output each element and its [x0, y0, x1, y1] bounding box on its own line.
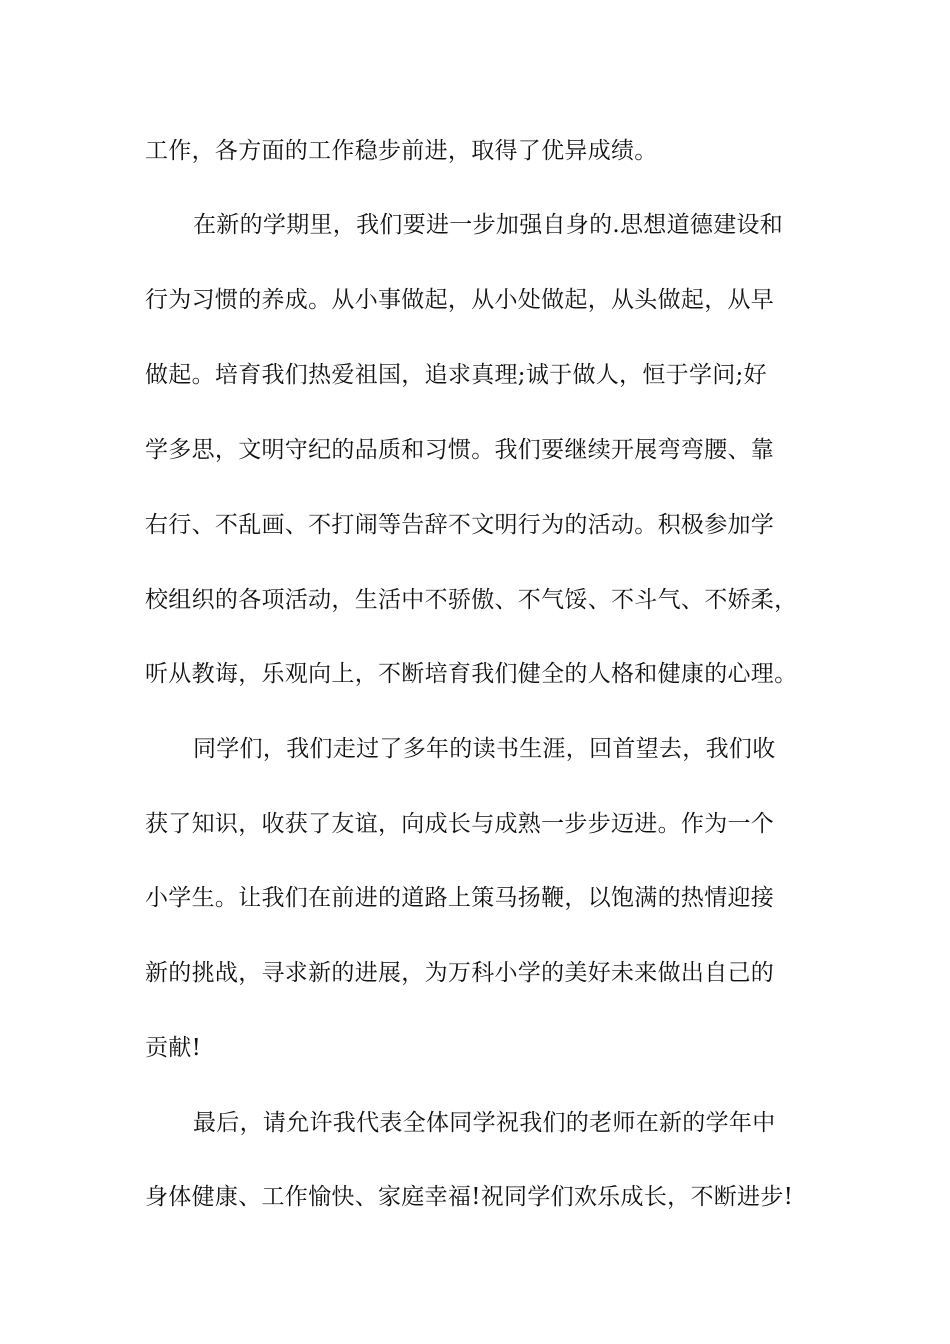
paragraph-start-line: 同学们，我们走过了多年的读书生涯，回首望去，我们收 [193, 736, 776, 762]
text-line: 听从教诲，乐观向上，不断培育我们健全的人格和健康的心理。 [145, 661, 798, 687]
paragraph-start-line: 在新的学期里，我们要进一步加强自身的.思想道德建设和 [193, 212, 784, 238]
text-line: 右行、不乱画、不打闹等告辞不文明行为的活动。积极参加学 [145, 512, 775, 538]
text-line: 行为习惯的养成。从小事做起，从小处做起，从头做起，从早 [145, 287, 775, 313]
text-line: 工作，各方面的工作稳步前进，取得了优异成绩。 [145, 138, 658, 164]
text-line: 学多思，文明守纪的品质和习惯。我们要继续开展弯弯腰、靠 [145, 437, 775, 463]
text-line: 身体健康、工作愉快、家庭幸福!祝同学们欢乐成长，不断进步! [145, 1184, 794, 1210]
text-line: 做起。培育我们热爱祖国，追求真理;诚于做人，恒于学问;好 [145, 362, 767, 388]
text-line: 校组织的各项活动，生活中不骄傲、不气馁、不斗气、不娇柔， [145, 587, 798, 613]
text-line: 小学生。让我们在前进的道路上策马扬鞭，以饱满的热情迎接 [145, 885, 775, 911]
text-line: 新的挑战，寻求新的进展，为万科小学的美好未来做出自己的 [145, 960, 775, 986]
text-line: 获了知识，收获了友谊，向成长与成熟一步步迈进。作为一个 [145, 811, 775, 837]
text-line: 贡献! [145, 1035, 202, 1061]
paragraph-start-line: 最后，请允许我代表全体同学祝我们的老师在新的学年中 [193, 1110, 776, 1136]
